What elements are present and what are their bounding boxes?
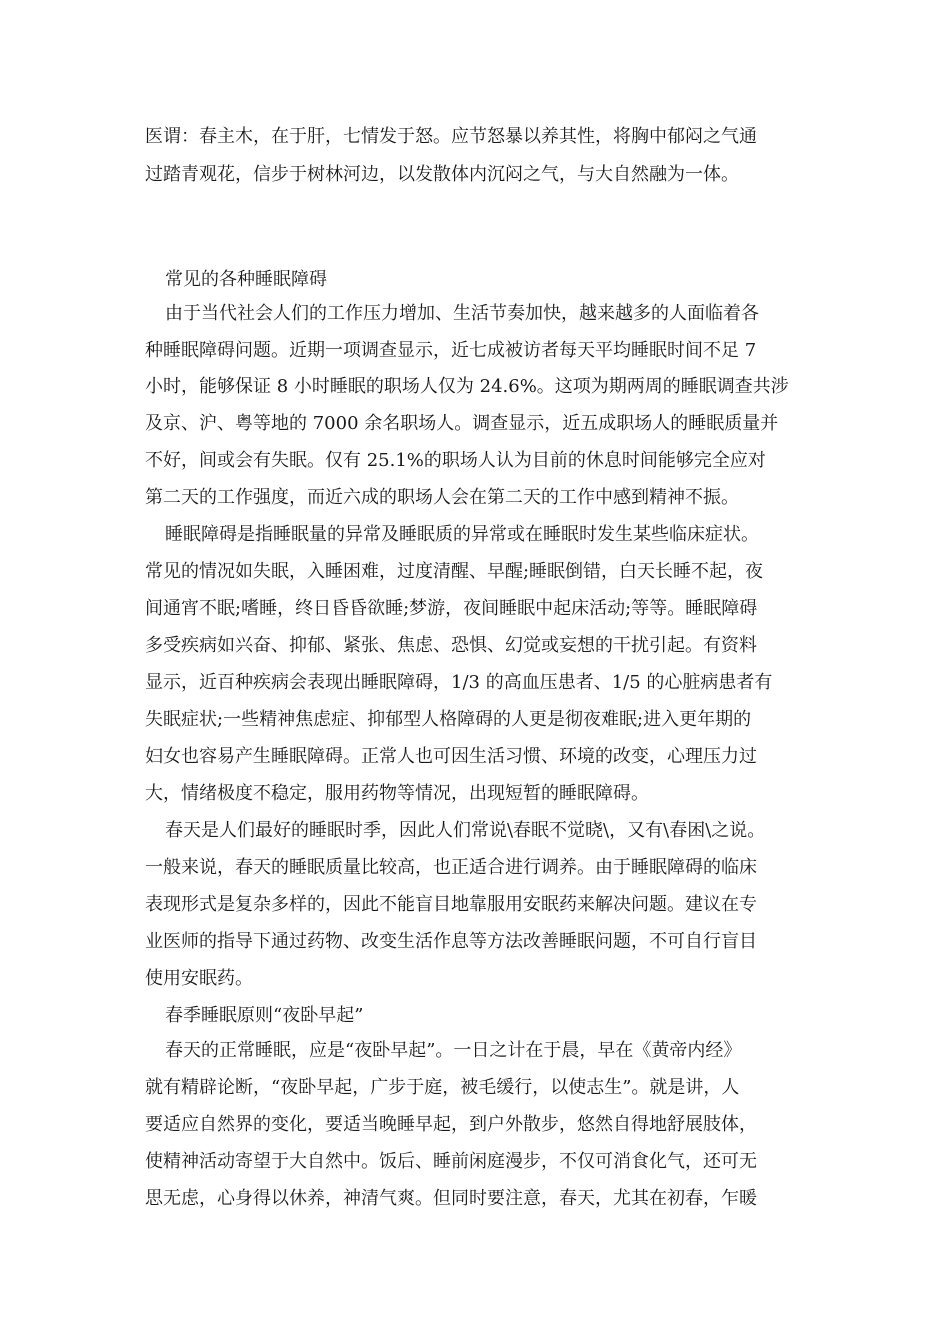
text-line: 使用安眠药。	[145, 968, 253, 989]
text-line: 春天的正常睡眠，应是“夜卧早起”。一日之计在于晨，早在《黄帝内经》	[165, 1040, 742, 1061]
text-line: 失眠症状;一些精神焦虑症、抑郁型人格障碍的人更是彻夜难眠;进入更年期的	[145, 709, 752, 730]
text-line: 妇女也容易产生睡眠障碍。正常人也可因生活习惯、环境的改变，心理压力过	[145, 746, 757, 767]
text-line: 不好，间或会有失眠。仅有 25.1%的职场人认为目前的休息时间能够完全应对	[145, 450, 766, 471]
text-line: 间通宵不眠;嗜睡，终日昏昏欲睡;梦游，夜间睡眠中起床活动;等等。睡眠障碍	[145, 598, 758, 619]
text-line: 业医师的指导下通过药物、改变生活作息等方法改善睡眠问题，不可自行盲目	[145, 931, 757, 952]
text-line: 由于当代社会人们的工作压力增加、生活节奏加快，越来越多的人面临着各	[165, 303, 759, 324]
text-line: 就有精辟论断，“夜卧早起，广步于庭，被毛缓行，以使志生”。就是讲，人	[145, 1077, 740, 1098]
text-line: 表现形式是复杂多样的，因此不能盲目地靠服用安眠药来解决问题。建议在专	[145, 894, 757, 915]
text-line: 常见的情况如失眠，入睡困难，过度清醒、早醒;睡眠倒错，白天长睡不起，夜	[145, 561, 764, 582]
text-line: 过踏青观花，信步于树林河边，以发散体内沉闷之气，与大自然融为一体。	[145, 164, 739, 185]
text-line: 大，情绪极度不稳定，服用药物等情况，出现短暂的睡眠障碍。	[145, 783, 649, 804]
text-line: 一般来说，春天的睡眠质量比较高，也正适合进行调养。由于睡眠障碍的临床	[145, 857, 757, 878]
text-line: 及京、沪、粤等地的 7000 余名职场人。调查显示，近五成职场人的睡眠质量并	[145, 413, 779, 434]
text-line: 小时，能够保证 8 小时睡眠的职场人仅为 24.6%。这项为期两周的睡眠调查共涉	[145, 376, 789, 397]
text-line: 春天是人们最好的睡眠时季，因此人们常说\春眠不觉晓\，又有\春困\之说。	[165, 820, 766, 841]
text-line: 使精神活动寄望于大自然中。饭后、睡前闲庭漫步，不仅可消食化气，还可无	[145, 1151, 757, 1172]
section-heading: 春季睡眠原则“夜卧早起”	[165, 1005, 364, 1026]
text-line: 显示，近百种疾病会表现出睡眠障碍，1/3 的高血压患者、1/5 的心脏病患者有	[145, 672, 773, 693]
text-line: 第二天的工作强度，而近六成的职场人会在第二天的工作中感到精神不振。	[145, 487, 739, 508]
text-line: 要适应自然界的变化，要适当晚睡早起，到户外散步，悠然自得地舒展肢体，	[145, 1114, 757, 1135]
text-line: 睡眠障碍是指睡眠量的异常及睡眠质的异常或在睡眠时发生某些临床症状。	[165, 524, 759, 545]
section-heading: 常见的各种睡眠障碍	[165, 269, 327, 290]
text-line: 医谓：春主木，在于肝，七情发于怒。应节怒暴以养其性，将胸中郁闷之气通	[145, 126, 757, 147]
text-line: 思无虑，心身得以休养，神清气爽。但同时要注意，春天，尤其在初春，乍暖	[145, 1188, 757, 1209]
text-line: 多受疾病如兴奋、抑郁、紧张、焦虑、恐惧、幻觉或妄想的干扰引起。有资料	[145, 635, 757, 656]
text-line: 种睡眠障碍问题。近期一项调查显示，近七成被访者每天平均睡眠时间不足 7	[145, 340, 757, 361]
